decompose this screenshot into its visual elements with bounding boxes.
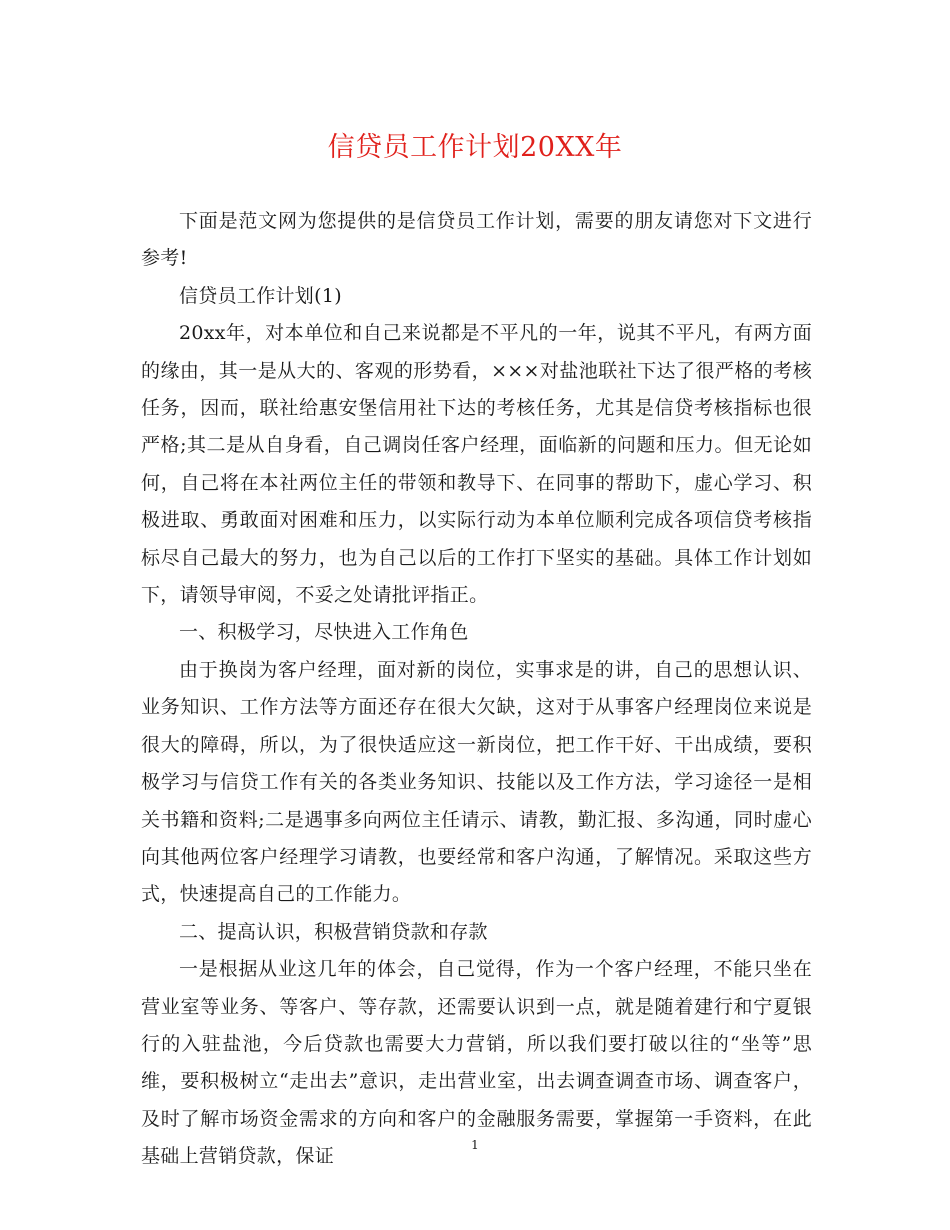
- paragraph-section-2: 一是根据从业这几年的体会，自己觉得，作为一个客户经理，不能只坐在营业室等业务、等客户、等存款，还需要认识到一点，就是随着建行和宁夏银行的入驻盐池，今后贷款也需要大力营销，所以我们要打破以往的“坐等”思维，要积极树立“走出去”意识，走出营业室，出去调查调查市场、调查客户，及时了解市场资金需求的方向和客户的金融服务需要，掌握第一手资料，在此基础上营销贷款，保证: [141, 958, 812, 1168]
- section-heading-1: 一、积极学习，尽快进入工作角色: [179, 621, 469, 644]
- document-body: [141, 203, 812, 1176]
- document-title: 信贷员工作计划20XX年: [327, 132, 623, 163]
- page-number: 1: [471, 1138, 479, 1152]
- paragraph-intro: 下面是范文网为您提供的是信贷员工作计划，需要的朋友请您对下文进行参考!: [141, 210, 812, 270]
- paragraph-overview: 20xx年，对本单位和自己来说都是不平凡的一年，说其不平凡，有两方面的缘由，其一是从大的、客观的形势看，×××对盐池联社下达了很严格的考核任务，因而，联社给惠安堡信用社下达的考核任务，尤其是信贷考核指标也很严格;其二是从自身看，自己调岗任客户经理，面临新的问题和压力。但无论如何，自己将在本社两位主任的带领和教导下、在同事的帮助下，虚心学习、积极进取、勇敢面对困难和压力，以实际行动为本单位顺利完成各项信贷考核指标尽自己最大的努力，也为自己以后的工作打下坚实的基础。具体工作计划如下，请领导审阅，不妥之处请批评指正。: [141, 322, 812, 607]
- section-heading-2: 二、提高认识，积极营销贷款和存款: [179, 920, 488, 943]
- paragraph-plan-heading: 信贷员工作计划(1): [179, 284, 342, 307]
- paragraph-section-1: 由于换岗为客户经理，面对新的岗位，实事求是的讲，自己的思想认识、业务知识、工作方法等方面还存在很大欠缺，这对于从事客户经理岗位来说是很大的障碍，所以，为了很快适应这一新岗位，把工作干好、干出成绩，要积极学习与信贷工作有关的各类业务知识、技能以及工作方法，学习途径一是相关书籍和资料;二是遇事多向两位主任请示、请教，勤汇报、多沟通，同时虚心向其他两位客户经理学习请教，也要经常和客户沟通，了解情况。采取这些方式，快速提高自己的工作能力。: [141, 658, 812, 906]
